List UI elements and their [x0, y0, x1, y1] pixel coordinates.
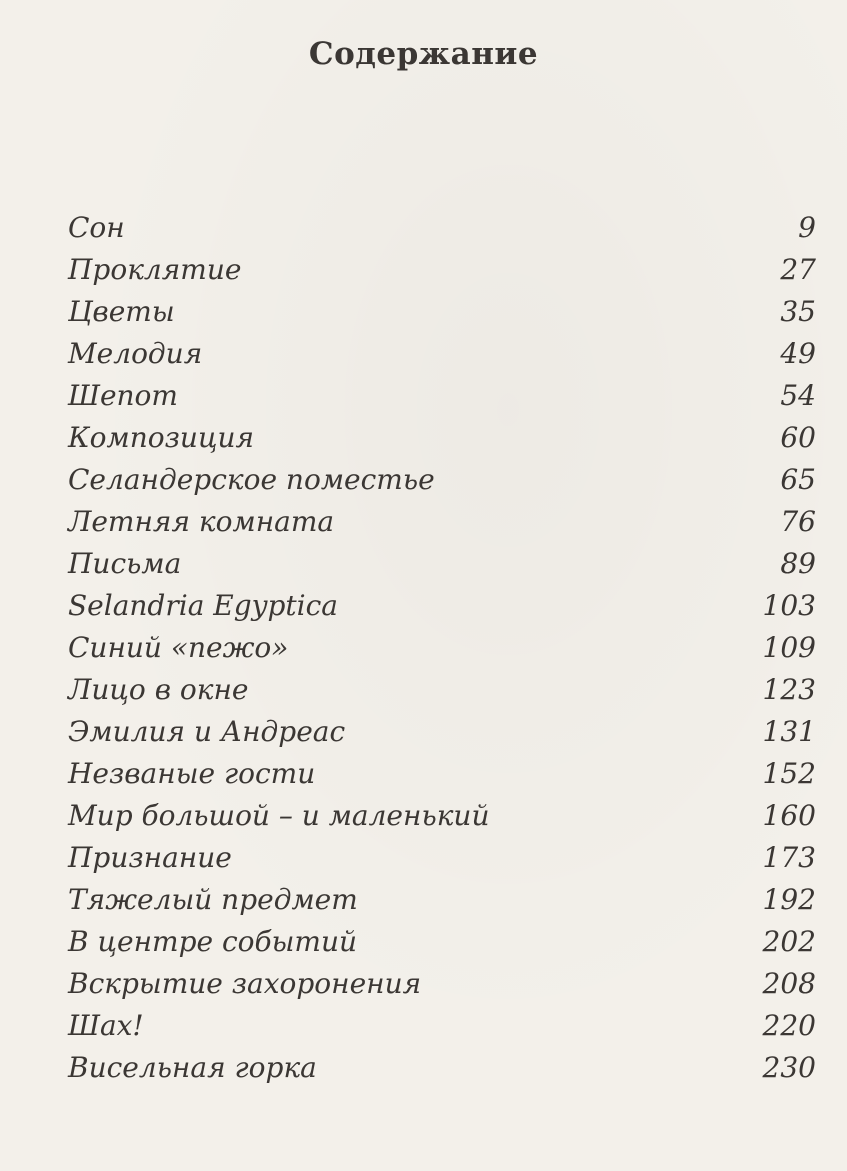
- toc-entry-title: Висельная горка: [68, 1051, 317, 1084]
- toc-entry: [68, 585, 816, 627]
- toc-entry: [68, 879, 816, 921]
- toc-entry-title: Вскрытие захоронения: [68, 967, 422, 1000]
- toc-entry-title: Selandria Egyptica: [68, 589, 338, 622]
- toc-entry: [68, 963, 816, 1005]
- toc-entry-page: 208: [762, 967, 816, 1000]
- toc-entry-title: Цветы: [68, 295, 175, 328]
- toc-entry-page: 192: [762, 883, 816, 916]
- toc-entry: [68, 543, 816, 585]
- toc-entry: [68, 753, 816, 795]
- toc-entry: [68, 921, 816, 963]
- toc-entry: [68, 459, 816, 501]
- toc-entry: [68, 375, 816, 417]
- toc-entry-page: 131: [762, 715, 816, 748]
- toc-entry-title: Незваные гости: [68, 757, 316, 790]
- toc-entry-page: 173: [762, 841, 816, 874]
- toc-entry-page: 160: [762, 799, 816, 832]
- toc-entry-page: 49: [780, 337, 816, 370]
- toc-entry-title: Мир большой – и маленький: [68, 799, 490, 832]
- toc-entry-page: 103: [762, 589, 816, 622]
- toc-entry-page: 230: [762, 1051, 816, 1084]
- toc-entry-title: Письма: [68, 547, 182, 580]
- toc-entry-title: Летняя комната: [68, 505, 335, 538]
- page-title: Содержание: [308, 36, 539, 72]
- toc-entry-title: Эмилия и Андреас: [68, 715, 346, 748]
- toc-entry-title: Селандерское поместье: [68, 463, 435, 496]
- toc-entry: [68, 333, 816, 375]
- toc-entry-title: Мелодия: [68, 337, 203, 370]
- toc-entry-page: 109: [762, 631, 816, 664]
- toc-entry: [68, 795, 816, 837]
- toc-entry-title: Тяжелый предмет: [68, 883, 358, 916]
- toc-entry-title: Лицо в окне: [68, 673, 249, 706]
- toc-entry: [68, 1005, 816, 1047]
- toc-entry-page: 123: [762, 673, 816, 706]
- toc-entry: [68, 669, 816, 711]
- toc-entry-page: 220: [762, 1009, 816, 1042]
- toc-entry: [68, 1047, 816, 1089]
- toc-entry-page: 54: [780, 379, 816, 412]
- toc-entry: [68, 711, 816, 753]
- toc-entry-page: 89: [780, 547, 816, 580]
- toc-entry: [68, 207, 816, 249]
- toc-entry-title: Сон: [68, 211, 125, 244]
- toc-entry: [68, 837, 816, 879]
- toc-entry-title: Признание: [68, 841, 232, 874]
- table-of-contents: [68, 207, 816, 1089]
- toc-entry: [68, 249, 816, 291]
- toc-entry-title: Шах!: [68, 1009, 144, 1042]
- toc-entry-title: Шепот: [68, 379, 178, 412]
- toc-entry-title: В центре событий: [68, 925, 358, 958]
- toc-entry-page: 60: [780, 421, 816, 454]
- toc-entry-page: 152: [762, 757, 816, 790]
- toc-entry: [68, 627, 816, 669]
- toc-entry: [68, 291, 816, 333]
- toc-entry-page: 9: [798, 211, 816, 244]
- toc-entry-page: 27: [780, 253, 816, 286]
- toc-entry-page: 76: [780, 505, 816, 538]
- toc-entry-page: 202: [762, 925, 816, 958]
- toc-entry-page: 65: [780, 463, 816, 496]
- toc-entry: [68, 501, 816, 543]
- toc-entry-title: Композиция: [68, 421, 255, 454]
- toc-entry-page: 35: [780, 295, 816, 328]
- toc-entry-title: Проклятие: [68, 253, 242, 286]
- toc-entry-title: Синий «пежо»: [68, 631, 289, 664]
- toc-entry: [68, 417, 816, 459]
